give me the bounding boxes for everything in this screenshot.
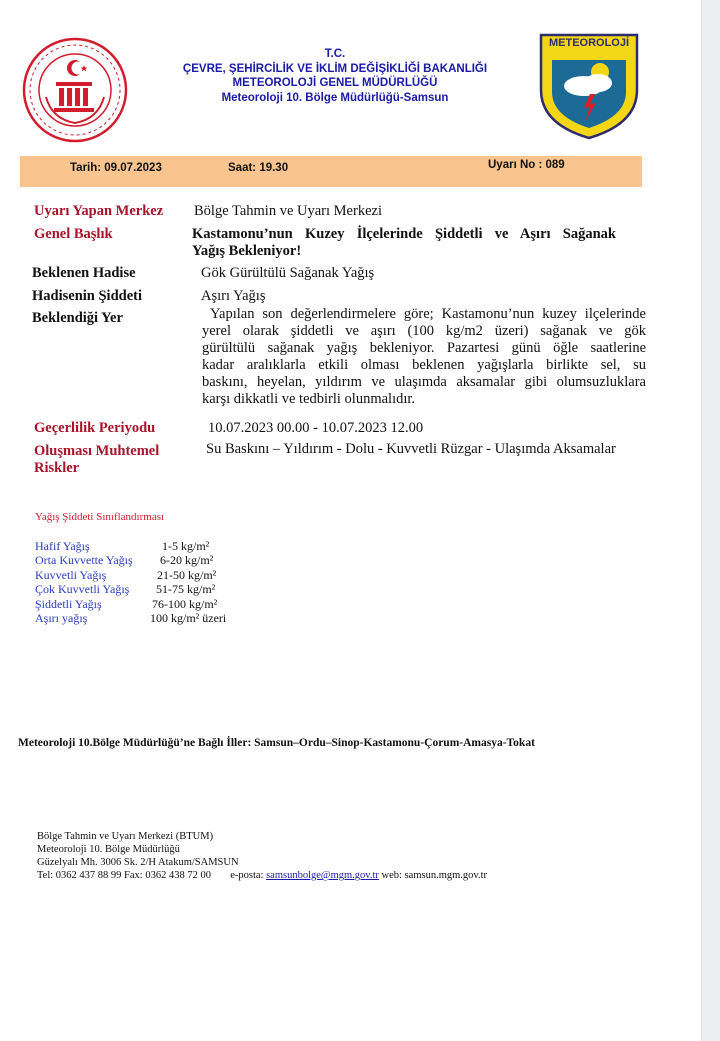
classification-row xyxy=(35,597,255,611)
classification-name: Aşırı yağış xyxy=(35,611,88,625)
validity-label: Geçerlilik Periyodu xyxy=(34,420,156,436)
risks-label-line1: Oluşması Muhtemel xyxy=(34,443,160,459)
risks-label-line2: Riskler xyxy=(34,460,80,476)
title-value-line2: Yağış Bekleniyor! xyxy=(192,243,302,259)
footer-phone: Tel: 0362 437 88 99 Fax: 0362 438 72 00 xyxy=(37,870,211,881)
classification-name: Hafif Yağış xyxy=(35,539,90,553)
date-text: Tarih: 09.07.2023 xyxy=(70,162,162,174)
place-line: kadar aralıklarla etkili olması beklenen yağışlarla birlikte sel, su xyxy=(202,357,646,373)
center-label: Uyarı Yapan Merkez xyxy=(34,203,164,219)
time-text: Saat: 19.30 xyxy=(228,162,289,174)
footer-address: Güzelyalı Mh. 3006 Sk. 2/H Atakum/SAMSUN xyxy=(37,857,239,868)
header-titles xyxy=(150,47,520,105)
event-value: Gök Gürültülü Sağanak Yağış xyxy=(201,265,375,281)
ministry-seal-logo xyxy=(22,37,128,143)
classification-name: Orta Kuvvette Yağış xyxy=(35,553,133,567)
footer-center-name: Bölge Tahmin ve Uyarı Merkezi (BTUM) xyxy=(37,831,214,842)
classification-value: 100 kg/m² üzeri xyxy=(150,611,227,625)
classification-value: 6-20 kg/m² xyxy=(160,553,214,567)
classification-title: Yağış Şiddeti Sınıflandırması xyxy=(35,511,165,523)
footer-email-link[interactable]: samsunbolge@mgm.gov.tr xyxy=(266,870,379,881)
info-band xyxy=(20,156,642,187)
severity-label: Hadisenin Şiddeti xyxy=(32,288,142,304)
meteoroloji-logo xyxy=(538,32,640,140)
header-tc: T.C. xyxy=(324,48,346,60)
place-line: karşı dikkatli ve tedbirli olunmalıdır. xyxy=(202,391,416,407)
risks-label xyxy=(34,443,159,477)
place-line: yerel olarak şiddetli ve aşırı (100 kg/m2 üzeri) sağanak ve gök xyxy=(202,323,646,339)
footer-email-label: e-posta: xyxy=(230,870,264,881)
center-value: Bölge Tahmin ve Uyarı Merkezi xyxy=(194,203,382,219)
footer-directorate: Meteoroloji 10. Bölge Müdürlüğü xyxy=(37,844,180,855)
place-line: Yapılan son değerlendirmelere göre; Kastamonu’nun kuzey ilçelerinde xyxy=(210,306,646,322)
affiliated-cities: Meteoroloji 10.Bölge Müdürlüğü’ne Bağlı İller: Samsun–Ordu–Sinop-Kastamonu-Çorum-Amasya-Tokat xyxy=(18,737,535,749)
header-ministry: ÇEVRE, ŞEHİRCİLİK VE İKLİM DEĞİŞİKLİĞİ BAKANLIĞI xyxy=(182,62,488,75)
place-line: baskını, heyelan, yıldırım ve ulaşımda aksamalar gibi olumsuzluklara xyxy=(202,374,646,390)
title-value-line1: Kastamonu’nun Kuzey İlçelerinde Şiddetli ve Aşırı Sağanak xyxy=(192,226,616,242)
severity-value: Aşırı Yağış xyxy=(201,288,266,304)
classification-name: Kuvvetli Yağış xyxy=(35,568,107,582)
classification-value: 21-50 kg/m² xyxy=(157,568,217,582)
header-regional: Meteoroloji 10. Bölge Müdürlüğü-Samsun xyxy=(221,91,449,104)
risks-value: Su Baskını – Yıldırım - Dolu - Kuvvetli Rüzgar - Ulaşımda Aksamalar xyxy=(206,441,616,457)
title-label: Genel Başlık xyxy=(34,226,113,242)
validity-value: 10.07.2023 00.00 - 10.07.2023 12.00 xyxy=(208,420,424,436)
classification-row xyxy=(35,568,255,582)
place-line: gürültülü sağanak yağış bekleniyor. Pazartesi günü öğle saatlerine xyxy=(202,340,646,356)
classification-value: 1-5 kg/m² xyxy=(162,539,210,553)
header-directorate: METEOROLOJİ GENEL MÜDÜRLÜĞÜ xyxy=(232,77,438,89)
place-label: Beklendiği Yer xyxy=(32,310,123,326)
classification-name: Şiddetli Yağış xyxy=(35,597,102,611)
classification-row xyxy=(35,582,255,596)
classification-value: 51-75 kg/m² xyxy=(156,582,216,596)
page-edge xyxy=(701,0,720,1041)
warning-number: Uyarı No : 089 xyxy=(488,159,565,171)
classification-value: 76-100 kg/m² xyxy=(152,597,218,611)
classification-name: Çok Kuvvetli Yağış xyxy=(35,582,130,596)
classification-row xyxy=(35,611,255,625)
footer-contact xyxy=(37,869,487,882)
classification-row xyxy=(35,553,255,567)
event-label: Beklenen Hadise xyxy=(32,265,136,281)
place-description xyxy=(202,306,646,408)
title-value xyxy=(192,226,616,260)
footer-web: web: samsun.mgm.gov.tr xyxy=(381,870,488,881)
meteoroloji-logo-text: METEOROLOJİ xyxy=(548,37,630,49)
classification-row xyxy=(35,539,255,553)
